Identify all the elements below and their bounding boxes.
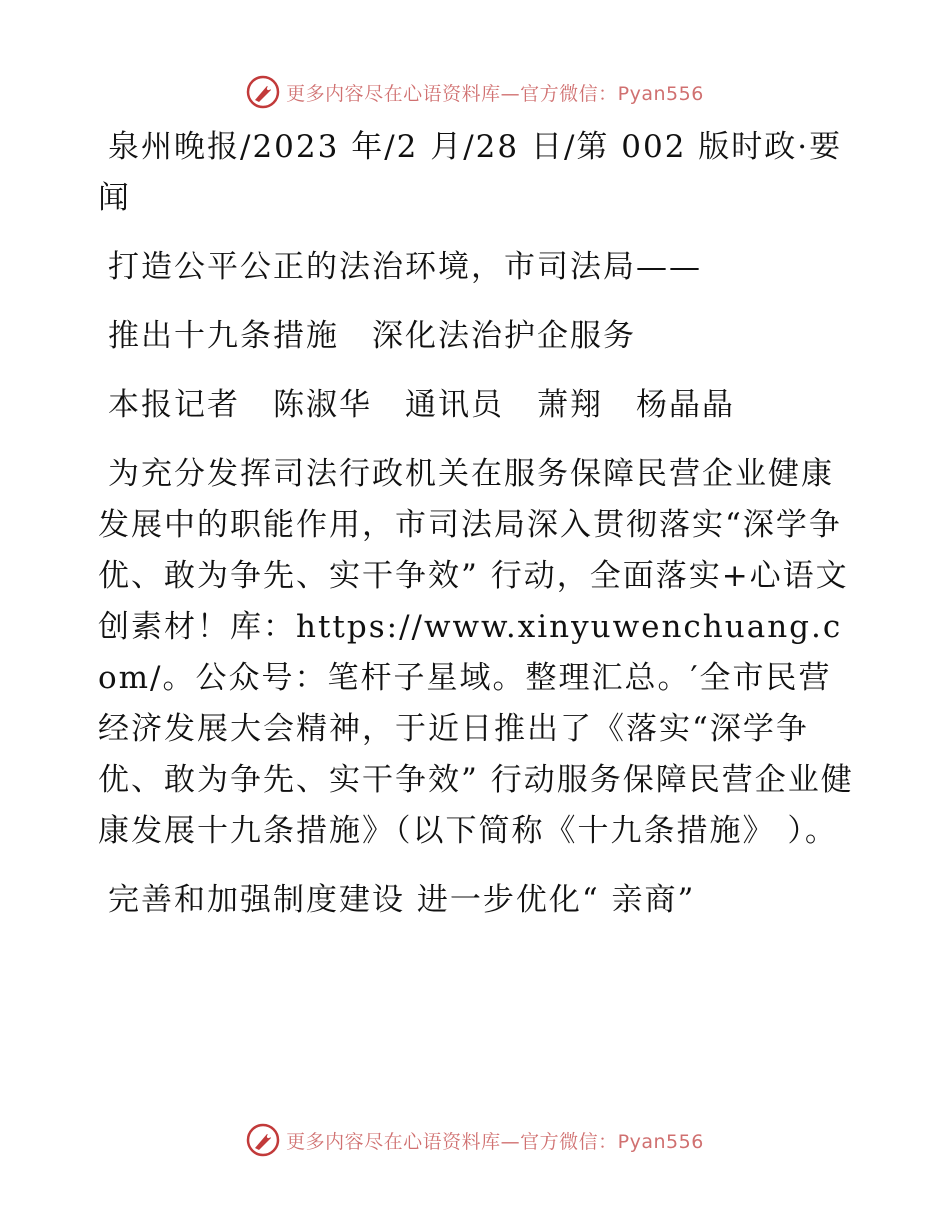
article-headline: 推出十九条措施 深化法治护企服务 — [108, 318, 636, 354]
pen-nib-logo-icon — [246, 75, 280, 109]
article-subheading: 完善和加强制度建设 进一步优化“ 亲商” — [108, 882, 696, 918]
article-byline: 本报记者 陈淑华 通讯员 萧翔 杨晶晶 — [108, 387, 735, 423]
watermark-footer — [0, 1120, 950, 1160]
watermark-header — [0, 72, 950, 112]
pen-nib-logo-icon — [246, 1123, 280, 1157]
source-line: 泉州晚报/2023 年/2 月/28 日/第 002 版时政·要闻 — [98, 129, 843, 216]
article-kicker: 打造公平公正的法治环境，市司法局—— — [108, 249, 702, 285]
article-body: 为充分发挥司法行政机关在服务保障民营企业健康发展中的职能作用，市司法局深入贯彻落实“深学争优、敢为争先、实干争效” 行动，全面落实+心语文创素材！库：https://www.xinyuwenchuang.com/。公众号：笔杆子星域。整理汇总。′全市民营经济发展大会精神，于近日推出了《落实“深学争优、敢为争先、实干争效” 行动服务保障民营企业健康发展十九条措施》（以下简称《十九条措施》 ）。 — [98, 456, 854, 849]
watermark-text: 更多内容尽在心语资料库—官方微信：Pyan556 — [286, 1130, 704, 1153]
article — [98, 122, 858, 944]
watermark-text: 更多内容尽在心语资料库—官方微信：Pyan556 — [286, 82, 704, 105]
